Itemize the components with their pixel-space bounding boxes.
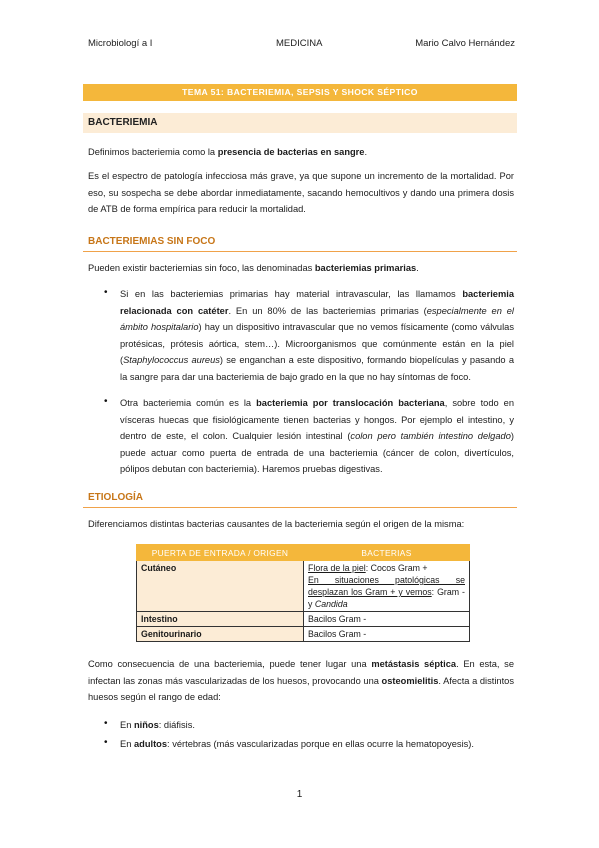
table-row [137,612,470,627]
table-cell-origin: Cutáneo [137,561,304,612]
table-cell-bacteria: Flora de la piel: Cocos Gram + En situaciones patológicas se desplazan los Gram + y vemos: Gram - y Candida [304,561,470,612]
page-number: 1 [296,789,303,800]
section-heading-etiologia: ETIOLOGÍA [83,488,517,508]
paragraph-primary: Pueden existir bacteriemias sin foco, las denominadas bacteriemias primarias. [88,263,419,273]
table-header-cell: PUERTA DE ENTRADA / ORIGEN [137,545,304,561]
paragraph-etiology-intro: Diferenciamos distintas bacterias causantes de la bacteriemia según el origen de la misma: [88,519,465,529]
paragraph-definition: Definimos bacteriemia como la presencia de bacterias en sangre. [88,147,368,157]
table-row [137,627,470,642]
table-header-cell: BACTERIAS [304,545,470,561]
etiology-table [136,544,470,642]
table-cell-bacteria: Bacilos Gram - [304,627,470,642]
paragraph-metastasis: Como consecuencia de una bacteriemia, puede tener lugar una metástasis séptica. En esta, se infectan las zonas más vascularizadas de los huesos, provocando una osteomielitis. Afecta a distintos huesos según el rango de edad: [88,659,514,702]
bullet-icon: • [104,718,108,729]
bullet-icon: • [104,287,108,298]
header-course: MEDICINA [276,38,323,49]
bullet-translocation: Otra bacteriemia común es la bacteriemia por translocación bacteriana, sobre todo en vísceras huecas que fisiológicamente tienen bacterias y hongos. Por ejemplo el intestino, y dentro de este, el colon. Cualquier lesión intestinal (colon pero también intestino delgado) puede actuar como puerta de entrada de una bacteriemia (cáncer de colon, divertículos, pólipos debutan con bacteriemia). Haremos pruebas digestivas. [120,398,515,474]
bullet-icon: • [104,737,108,748]
bullet-icon: • [104,396,108,407]
table-header-row [137,545,470,561]
paragraph-severity: Es el espectro de patología infecciosa más grave, ya que supone un incremento de la mortalidad. Por eso, su sospecha se debe abordar inmediatamente, sacando hemocultivos y dando una primera dosis de ATB de forma empírica para reducir la mortalidad. [88,171,514,214]
header-author: Mario Calvo Hernández [415,38,515,49]
bullet-adults: En adultos: vértebras (más vascularizadas porque en ellas ocurre la hematopoyesis). [120,739,474,749]
bullet-children: En niños: diáfisis. [120,720,195,730]
section-heading-sin-foco: BACTERIEMIAS SIN FOCO [83,232,517,252]
table-cell-origin: Genitourinario [137,627,304,642]
topic-title: TEMA 51: BACTERIEMIA, SEPSIS Y SHOCK SÉPTICO [83,84,517,101]
bullet-catheter: Si en las bacteriemias primarias hay material intravascular, las llamamos bacteriemia relacionada con catéter. En un 80% de las bacteriemias primarias (especialmente en el ámbito hospitalario) hay un dispositivo intravascular que no vemos físicamente (como válvulas protésicas, prótesis aórtica, stem…). Microorganismos que comúnmente están en la piel (Staphylococcus aureus) se enganchan a este dispositivo, formando biopelículas y pasando a la sangre para dar una bacteriemia de bajo grado en la que no hay síntomas de foco. [120,289,515,382]
table-cell-origin: Intestino [137,612,304,627]
header-subject: Microbiologí a I [88,38,153,49]
table-row [137,561,470,612]
section-heading-bacteriemia: BACTERIEMIA [83,113,517,133]
table-cell-bacteria: Bacilos Gram - [304,612,470,627]
